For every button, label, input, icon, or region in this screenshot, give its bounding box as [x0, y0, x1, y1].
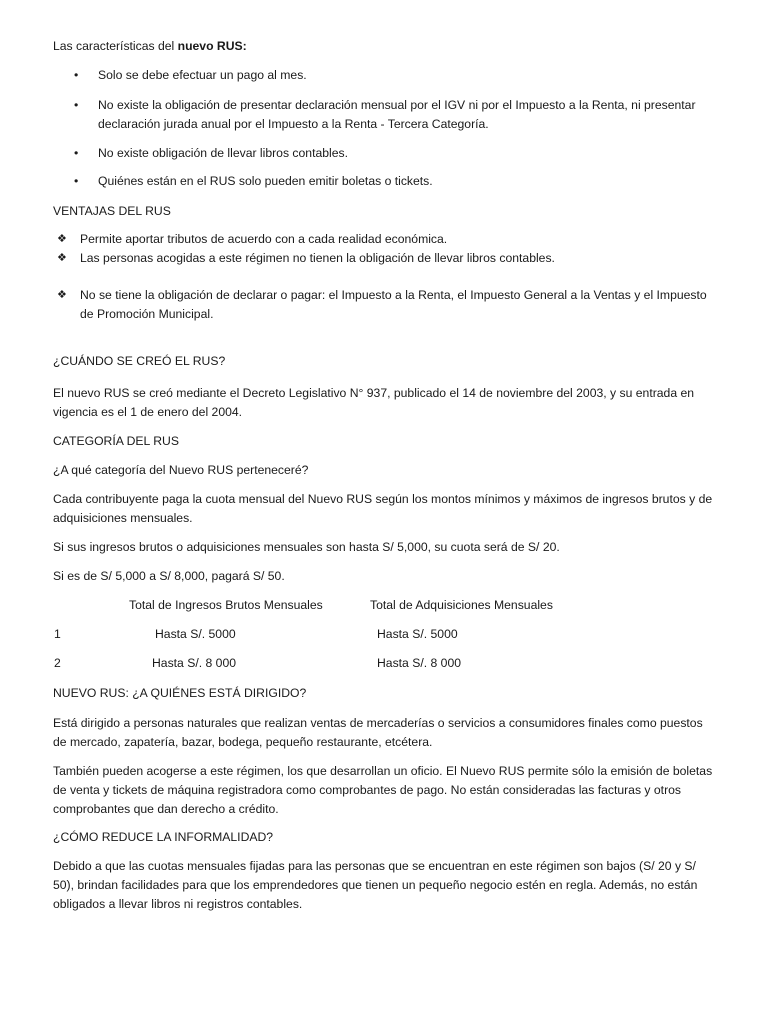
advantage-item: Permite aportar tributos de acuerdo con a cada realidad económica. — [80, 232, 448, 246]
category-heading: CATEGORÍA DEL RUS — [53, 434, 179, 448]
who-paragraph: Está dirigido a personas naturales que realizan ventas de mercaderías o servicios a consumidores finales como puestos de mercado, zapatería, bazar, bodega, pequeño restaurante, etcétera. — [53, 716, 703, 749]
feature-item: No existe obligación de llevar libros contables. — [98, 146, 348, 160]
advantage-item: No se tiene la obligación de declarar o pagar: el Impuesto a la Renta, el Impuesto General a la Ventas y el Impuesto de Promoción Municipal. — [80, 288, 707, 321]
table-header: Total de Adquisiciones Mensuales — [370, 598, 553, 612]
intro-text: Las características del — [53, 39, 178, 53]
feature-item: Solo se debe efectuar un pago al mes. — [98, 68, 307, 82]
informality-paragraph: Debido a que las cuotas mensuales fijadas para las personas que se encuentran en este régimen son bajos (S/ 20 y S/ 50), brindan facilidades para que los emprendedores que tienen un pequeño negocio estén en regla. Además, no están obligados a llevar libros ni registros contables. — [53, 859, 698, 911]
who-heading: NUEVO RUS: ¿A QUIÉNES ESTÁ DIRIGIDO? — [53, 686, 307, 700]
table-cell-category: 1 — [54, 627, 61, 641]
diamond-bullet-icon: ❖ — [57, 289, 67, 301]
when-heading: ¿CUÁNDO SE CREÓ EL RUS? — [53, 354, 226, 368]
bullet-icon: • — [74, 98, 79, 112]
bullet-icon: • — [74, 174, 79, 188]
table-cell: Hasta S/. 8 000 — [152, 656, 237, 670]
intro-line — [53, 37, 728, 56]
table-cell-category: 2 — [54, 656, 61, 670]
informality-heading: ¿CÓMO REDUCE LA INFORMALIDAD? — [53, 830, 274, 844]
advantage-item: Las personas acogidas a este régimen no tienen la obligación de llevar libros contables. — [80, 251, 555, 265]
bullet-icon: • — [74, 68, 79, 82]
table-header: Total de Ingresos Brutos Mensuales — [129, 598, 323, 612]
category-line: Si sus ingresos brutos o adquisiciones mensuales son hasta S/ 5,000, su cuota será de S/ 20. — [53, 540, 560, 554]
intro-bold: nuevo RUS: — [177, 39, 247, 53]
who-paragraph: También pueden acogerse a este régimen, los que desarrollan un oficio. El Nuevo RUS permite sólo la emisión de boletas de venta y tickets de máquina registradora como comprobantes de pago. No están consideradas las facturas y otros comprobantes que dan derecho a crédito. — [53, 764, 713, 816]
category-question: ¿A qué categoría del Nuevo RUS perteneceré? — [53, 463, 309, 477]
feature-item: No existe la obligación de presentar declaración mensual por el IGV ni por el Impuesto a la Renta, ni presentar declaración jurada anual por el Impuesto a la Renta - Tercera Categoría. — [98, 98, 696, 131]
table-cell: Hasta S/. 5000 — [155, 627, 236, 641]
diamond-bullet-icon: ❖ — [57, 252, 67, 264]
table-cell: Hasta S/. 8 000 — [377, 656, 462, 670]
when-paragraph: El nuevo RUS se creó mediante el Decreto Legislativo N° 937, publicado el 14 de noviembre del 2003, y su entrada en vigencia es el 1 de enero del 2004. — [53, 386, 695, 419]
advantages-heading: VENTAJAS DEL RUS — [53, 204, 171, 218]
bullet-icon: • — [74, 146, 79, 160]
category-paragraph: Cada contribuyente paga la cuota mensual del Nuevo RUS según los montos mínimos y máximos de ingresos brutos y de adquisiciones mensuales. — [53, 492, 713, 525]
table-cell: Hasta S/. 5000 — [377, 627, 458, 641]
diamond-bullet-icon: ❖ — [57, 233, 67, 245]
feature-item: Quiénes están en el RUS solo pueden emitir boletas o tickets. — [98, 174, 433, 188]
category-line: Si es de S/ 5,000 a S/ 8,000, pagará S/ 50. — [53, 569, 285, 583]
